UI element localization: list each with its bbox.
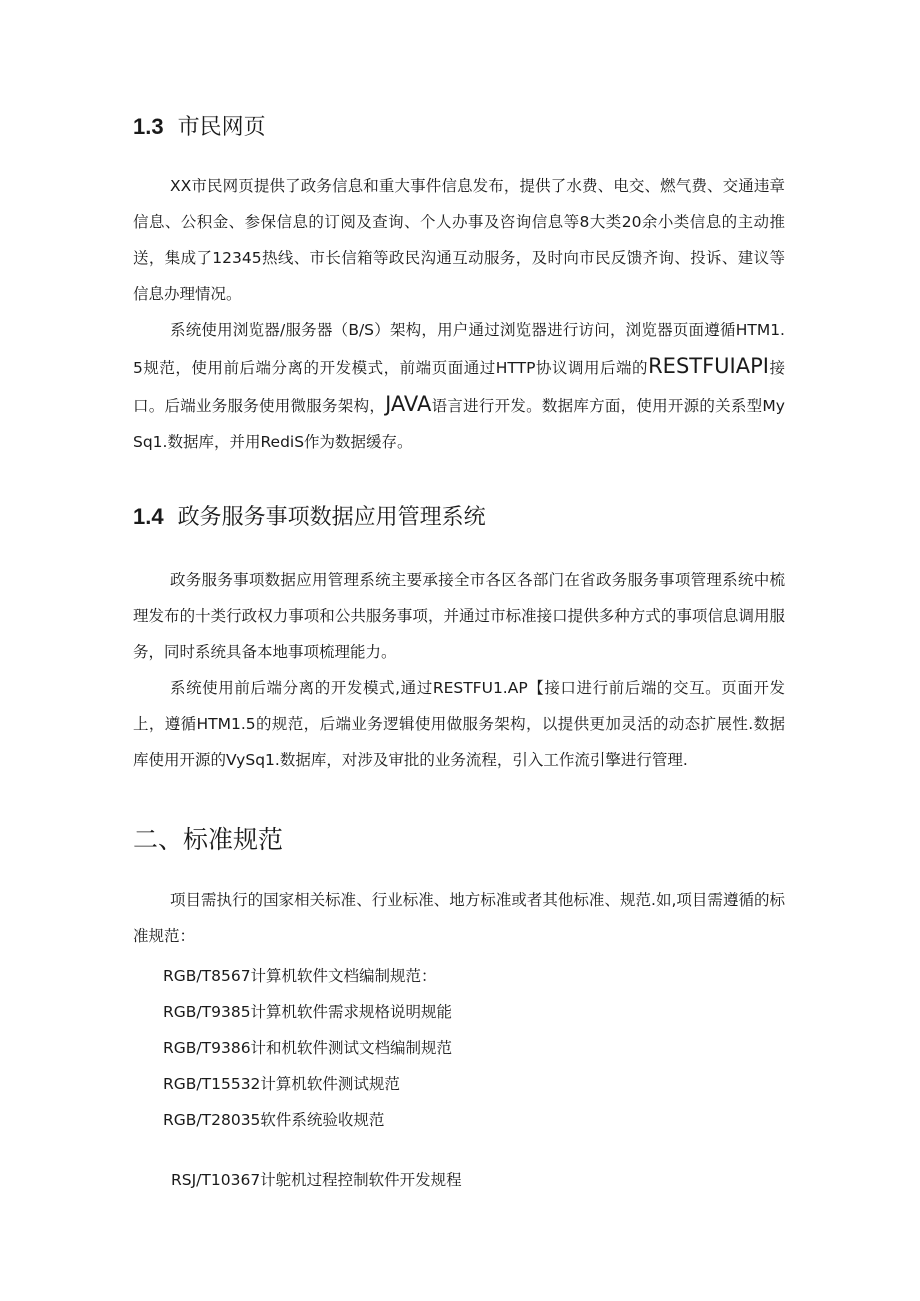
text-run-large: RESTFUIAPI xyxy=(648,354,769,378)
text-run: 系统使用浏览器/服务器（B/S）架构，用户通过浏览器进行访问，浏览器页面遵循HTM1.5规范，使用前后端分离的开发模式，前端页面通过HTTP协议调用后端的 xyxy=(133,321,785,377)
paragraph xyxy=(133,312,785,460)
section-2-heading: 二、标准规范 xyxy=(133,825,284,854)
section-1-4-heading xyxy=(133,500,486,531)
section-1-3-heading xyxy=(133,110,266,141)
paragraph: 政务服务事项数据应用管理系统主要承接全市各区各部门在省政务服务事项管理系统中梳理发布的十类行政权力事项和公共服务事项，并通过市标准接口提供多种方式的事项信息调用服务，同时系统具备本地事项梳理能力。 xyxy=(133,571,785,661)
text-run: 语言进行开发。数据库方面，使用开源的关系型MySq1.数据库，并用RediS作为数据缓存。 xyxy=(133,397,785,451)
standard-item: RGB/T9385计算机软件需求规格说明规能 xyxy=(163,1003,453,1021)
text-run: 接口。后端业务服务使用微服务架构， xyxy=(133,359,785,415)
standard-item: RGB/T15532计算机软件测试规范 xyxy=(163,1075,400,1093)
paragraph: 系统使用前后端分离的开发模式,通过RESTFU1.AP【接口进行前后端的交互。页面开发上，遵循HTM1.5的规范，后端业务逻辑使用做服务架构，以提供更加灵活的动态扩展性.数据库使用开源的VySq1.数据库，对涉及审批的业务流程，引入工作流引擎进行管理. xyxy=(133,679,785,769)
standard-item: RGB/T9386计和机软件测试文档编制规范 xyxy=(163,1039,453,1057)
section-number: 1.4 xyxy=(133,504,164,529)
paragraph: XX市民网页提供了政务信息和重大事件信息发布，提供了水费、电交、燃气费、交通违章信息、公积金、参保信息的订阅及查询、个人办事及咨询信息等8大类20余小类信息的主动推送，集成了12345热线、市长信箱等政民沟通互动服务，及时向市民反馈齐询、投诉、建议等信息办理情况。 xyxy=(133,177,785,303)
section-title: 政务服务事项数据应用管理系统 xyxy=(177,505,486,530)
standard-item: RSJ/T10367计鸵机过程控制软件开发规程 xyxy=(171,1171,462,1189)
section-title: 市民网页 xyxy=(177,115,266,140)
standard-item: RGB/T8567计算机软件文档编制规范： xyxy=(163,967,437,985)
section-number: 1.3 xyxy=(133,114,164,139)
text-run-large: JAVA xyxy=(385,392,432,416)
standard-item: RGB/T28035软件系统验收规范 xyxy=(163,1111,385,1129)
paragraph: 项目需执行的国家相关标准、行业标准、地方标准或者其他标准、规范.如,项目需遵循的标准规范： xyxy=(133,891,785,945)
